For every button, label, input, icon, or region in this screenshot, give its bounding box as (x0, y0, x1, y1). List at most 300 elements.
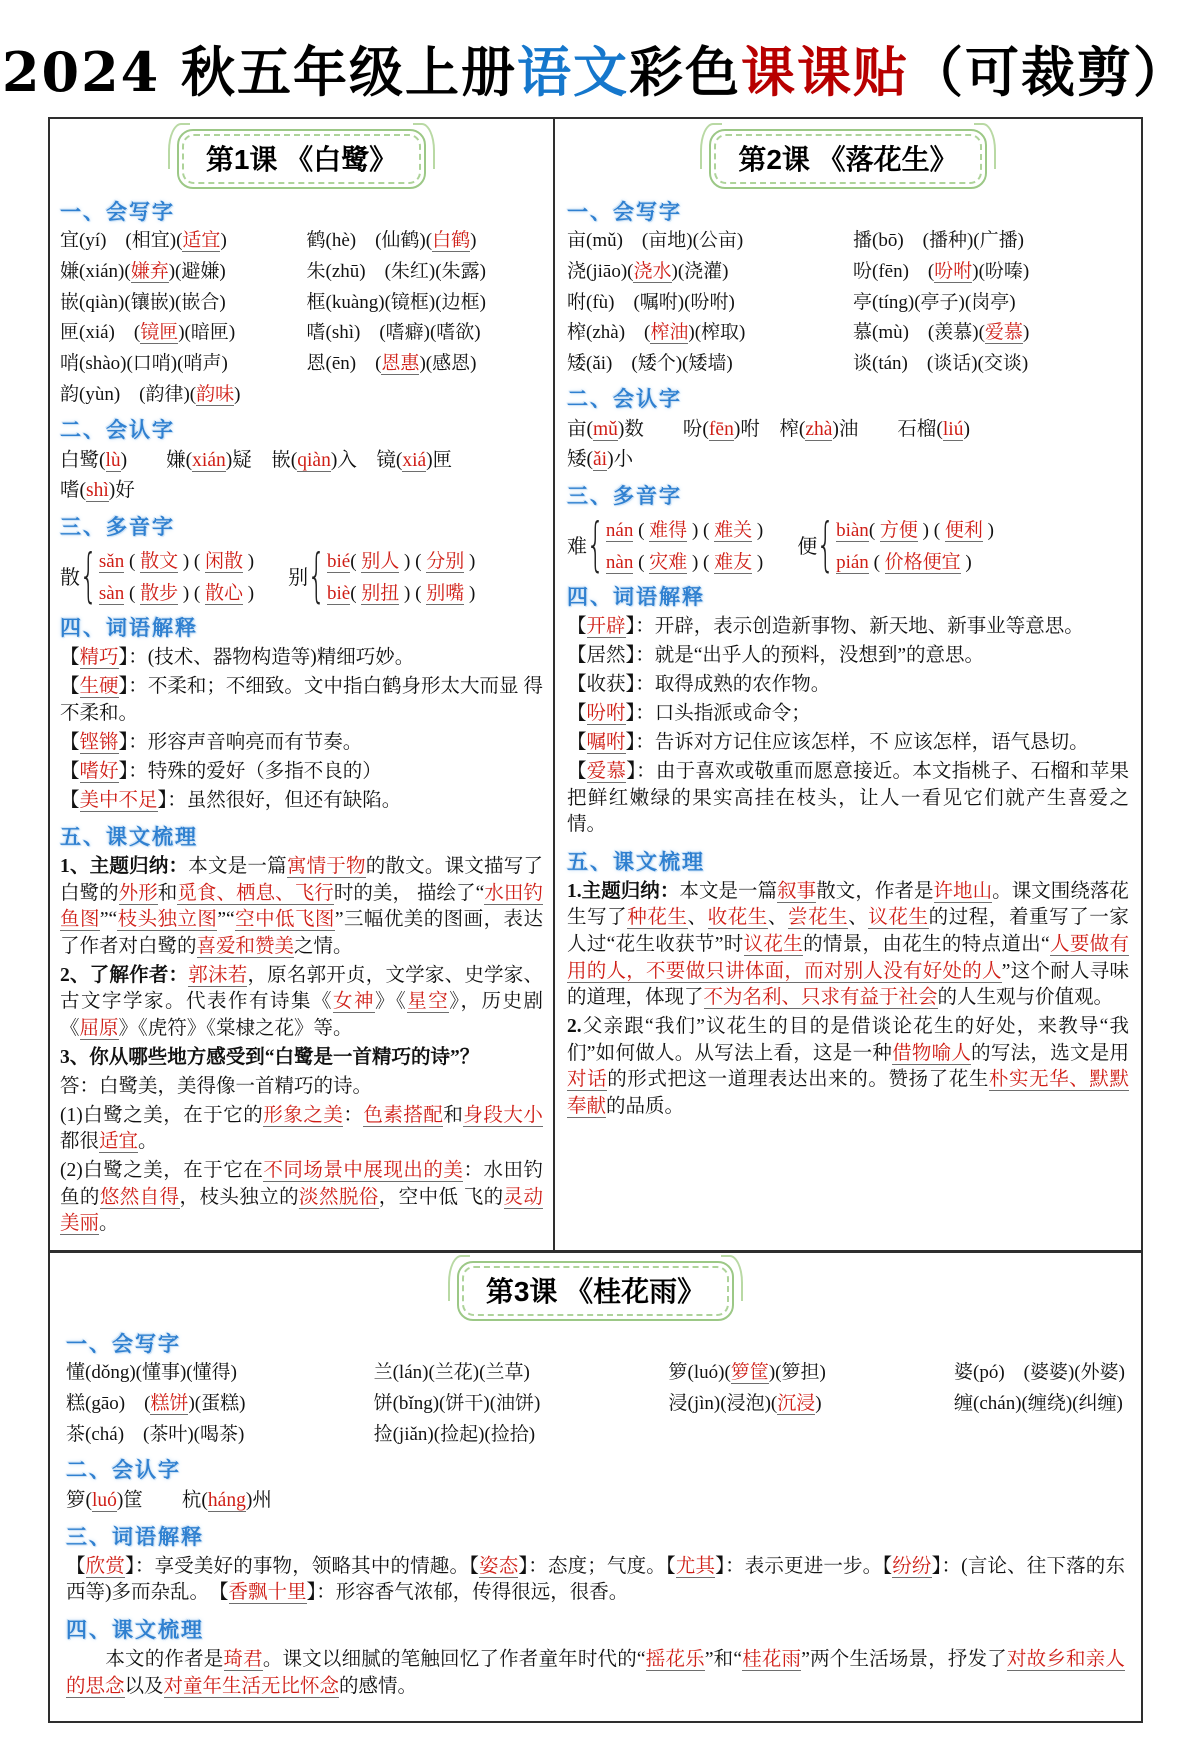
paragraph (60, 1074, 543, 1101)
text-run: 的人生观与价值观。 (937, 987, 1114, 1009)
text-run: 1、主题归纳： (60, 856, 189, 878)
text-run: ( (868, 520, 880, 542)
text-run: 韵(yùn) (韵律)( (60, 383, 197, 405)
text-run: 纷纷 (892, 1555, 932, 1577)
lesson1-panel (50, 119, 555, 1250)
text-run: 【 (567, 703, 587, 725)
text-run: 散步 (140, 583, 179, 605)
text-run: 分别 (426, 551, 465, 573)
text-run: 生硬 (79, 676, 119, 698)
text-run: liú (942, 418, 964, 440)
text-run: 宜(yí) (相宜)( (60, 230, 183, 251)
word-entry (307, 352, 544, 376)
lesson3-title-wrap (66, 1261, 1125, 1321)
text-run: 价格便宜 (884, 552, 961, 574)
text-run: 》，历史剧《 (60, 991, 543, 1039)
paragraph (66, 1487, 1125, 1514)
lesson1-heading-huixiezi: 一、会写字 (60, 201, 175, 224)
reading-line (606, 547, 763, 574)
text-run: 【 (567, 732, 587, 754)
text-run: 咐(fù) (嘱咐)(吩咐) (567, 291, 735, 313)
word-entry (66, 1392, 245, 1416)
text-run: 亭(tíng)(亭子)(岗亭) (853, 291, 1016, 313)
text-run: ) (243, 551, 255, 573)
text-run: 叙事 (777, 880, 817, 902)
paragraph (60, 963, 543, 1043)
text-run: ) ( (687, 520, 715, 542)
text-run: )疑 嵌( (225, 449, 298, 471)
text-run: 和 (443, 1104, 464, 1126)
reading-line (606, 515, 763, 542)
text-run: )数 吩( (617, 418, 709, 440)
duoyinzi-readings (836, 515, 994, 574)
text-run: 嫌弃 (130, 260, 169, 282)
word-entry (954, 1361, 1125, 1385)
text-run: 朴实无华、默默奉献 (567, 1069, 1129, 1117)
lesson3-kewenshuli (66, 1647, 1125, 1700)
text-run: 【 (567, 761, 587, 783)
text-run: 【 (567, 616, 587, 638)
text-run: 不同场景中展现出的美 (263, 1160, 464, 1182)
text-run: 屈原 (79, 1017, 119, 1039)
paragraph (567, 759, 1129, 839)
text-run: ) ( (687, 552, 715, 574)
text-run: 对故乡和亲人的思念 (66, 1648, 1125, 1697)
text-run: ”“ (217, 909, 235, 931)
text-run: 】：态度；气度。【 (518, 1555, 676, 1577)
text-run: ) ( (399, 583, 427, 605)
text-run: 【 (60, 731, 80, 753)
word-entry (954, 1392, 1125, 1416)
text-run: ： (343, 1104, 364, 1126)
text-run: 觅食、栖息、飞行 (177, 882, 334, 904)
lesson3-huirenzi (66, 1487, 1125, 1514)
text-run: 难得 (649, 520, 688, 542)
lesson2-huirenzi (567, 416, 1129, 474)
paragraph (60, 730, 543, 757)
paragraph (567, 879, 1129, 1012)
text-run: ) (752, 552, 764, 574)
text-run: 不为名利、只求有益于社会 (703, 987, 938, 1009)
text-run: 身段大小 (463, 1104, 543, 1126)
text-run: 捡(jiǎn)(捡起)(捡拾) (373, 1423, 536, 1445)
word-entry (307, 321, 544, 345)
text-run: 】：(言论、往下落的东西等)多而杂乱。 【 (66, 1555, 1125, 1604)
lesson2-heading-kewenshuli: 五、课文梳理 (567, 850, 705, 874)
text-run: 镜匣 (140, 322, 179, 344)
text-run: 慕(mù) (羡慕)( (853, 322, 985, 344)
text-run: ”三幅优美的图画，表达了作者对白鹭的 (60, 909, 543, 957)
text-run: 箩(luó)( (668, 1362, 731, 1384)
paragraph (60, 674, 543, 727)
lesson1-heading-huirenzi: 二、会认字 (60, 418, 175, 442)
reading-line (836, 515, 994, 542)
paragraph (66, 1647, 1125, 1700)
text-run: 亩(mǔ) (亩地)(公亩) (567, 230, 744, 251)
lesson1-heading-duoyinzi: 三、多音字 (60, 516, 175, 540)
top-two-column-area (50, 119, 1141, 1253)
lesson1-ciyujieshi (60, 645, 543, 814)
text-run: 】：享受美好的事物，领略其中的情趣。【 (125, 1555, 480, 1577)
text-run: 别人 (361, 551, 400, 573)
word-entry (669, 1361, 826, 1385)
text-run: 】：形容声音响亮而有节奏。 (118, 731, 363, 753)
text-run: 课课贴 (741, 40, 910, 104)
reading-line (99, 546, 254, 573)
text-run: 》《 (374, 991, 408, 1013)
text-run: 【 (60, 760, 80, 782)
text-run: 桂花雨 (742, 1648, 802, 1670)
text-run: 的感情。 (339, 1675, 418, 1697)
text-run: ) (243, 583, 255, 605)
text-run: 对童年生活无比怀念 (163, 1675, 340, 1697)
text-run: 】：由于喜欢或敬重而愿意接近。本文指桃子、石榴和苹果把鲜红嫩绿的果实高挂在枝头，让人一看见它们就产生喜爱之情。 (567, 761, 1129, 836)
text-run: háng (207, 1489, 246, 1511)
text-run: 浇水 (633, 260, 672, 282)
lesson3-heading-huixiezi: 一、会写字 (66, 1333, 181, 1357)
text-run: 种花生 (627, 907, 688, 929)
text-run: ”两个生活场景，抒发了 (801, 1648, 1007, 1670)
text-run: 懂(dǒng)(懂事)(懂得) (66, 1362, 237, 1384)
text-run: 本文是一篇 (188, 856, 287, 878)
text-run: 嗜( (60, 479, 86, 501)
text-run: 恩(ēn) ( (306, 353, 382, 374)
word-entry (60, 352, 297, 376)
text-run: 的散文。课文描写了白鹭的 (60, 856, 543, 904)
text-run: ) (1022, 322, 1030, 344)
text-run: 1.主题归纳： (567, 880, 680, 902)
brace-glyph: { (816, 510, 835, 579)
brace-glyph: { (307, 540, 326, 609)
paragraph (567, 643, 1129, 670)
text-run: )(箩担) (768, 1362, 826, 1384)
text-run: 的品质。 (606, 1095, 685, 1117)
text-run: xiá (402, 449, 427, 471)
text-run: 、 (687, 907, 708, 929)
text-run: ) (470, 230, 477, 251)
word-entry (307, 260, 544, 284)
lesson1-huirenzi (60, 447, 543, 505)
text-run: 】：表示更进一步。【 (715, 1555, 893, 1577)
lesson2-heading-huixiezi: 一、会写字 (567, 201, 682, 224)
text-run: )油 石榴( (832, 418, 943, 440)
paragraph (567, 730, 1129, 757)
text-run: 恩惠 (381, 353, 420, 374)
text-run: 香飘十里 (228, 1582, 307, 1604)
text-run: 人要做有用的人，不要做只讲体面，而对别人没有好处的人 (567, 934, 1129, 982)
text-run: )(避嫌) (168, 260, 226, 282)
text-run: 白鹭( (60, 449, 106, 471)
text-run: sǎn (98, 551, 125, 573)
text-run: 。课文围绕落花生写了 (567, 880, 1129, 929)
text-run: 【 (60, 676, 80, 698)
lesson1-duoyinzi (60, 540, 543, 609)
text-run: 吩(fēn) ( (853, 260, 935, 282)
text-run: （可裁剪） (909, 40, 1190, 104)
word-entry (66, 1361, 245, 1385)
text-run: ”和“ (704, 1648, 743, 1670)
text-run: 兰(lán)(兰花)(兰草) (373, 1362, 530, 1384)
text-run: 方便 (879, 520, 918, 542)
text-run: shì (86, 479, 109, 501)
word-entry (567, 352, 843, 376)
text-run: 郭沫若 (188, 964, 248, 986)
text-run: 许地山 (933, 880, 993, 902)
text-run: fēn (708, 418, 734, 440)
duoyinzi-char: 便 (797, 536, 818, 559)
text-run: 难友 (714, 552, 753, 574)
word-entry (60, 321, 297, 345)
text-run: 【居然】：就是“出乎人的预料，没想到”的意思。 (567, 645, 985, 667)
text-run: ：水田钓鱼的 (60, 1160, 543, 1208)
lesson2-panel (555, 119, 1141, 1250)
text-run: 2、了解作者： (60, 964, 189, 986)
text-run: 】：特殊的爱好（多指不良的） (118, 760, 382, 782)
text-run: 匣(xiá) ( (60, 322, 141, 344)
text-run: 借物喻人 (892, 1042, 972, 1064)
text-run: 糕饼 (150, 1393, 189, 1415)
text-run: 婆(pó) (婆婆)(外婆) (954, 1362, 1125, 1384)
text-run: ǎi (593, 449, 608, 471)
text-run: 】：形容香气浓郁，传得很远，很香。 (306, 1582, 629, 1604)
text-run: )筐 杭( (116, 1489, 208, 1511)
text-run: ，枝头独立的 (179, 1186, 300, 1208)
lesson2-title: 第2课 《落花生》 (714, 134, 981, 184)
text-run: 。课文以细腻的笔触回忆了作者童年时代的“ (262, 1648, 646, 1670)
paragraph (567, 416, 1129, 443)
word-entry (374, 1361, 541, 1385)
text-run: ，空中低 飞的 (378, 1186, 504, 1208)
text-run: ) (464, 551, 476, 573)
word-entry (567, 229, 843, 253)
text-run: 】：口头指派或命令； (625, 703, 811, 725)
text-run: 适宜 (99, 1131, 139, 1153)
text-run: 尤其 (675, 1555, 716, 1577)
text-run: 散文 (140, 551, 179, 573)
text-run: 难关 (714, 520, 753, 542)
text-run: 的形式把这一道理表达出来的。赞扬了花生 (607, 1069, 989, 1091)
text-run: 枝头独立图 (117, 909, 218, 931)
word-entry (374, 1392, 541, 1416)
lesson2-heading-ciyujieshi: 四、词语解释 (567, 586, 705, 610)
text-run: 父亲跟“我们”议花生的目的是借谈论花生的好处，来教导“我们”如何做人。从写法上看，这是一种 (567, 1016, 1129, 1064)
text-run: pián (836, 552, 869, 574)
word-entry (853, 352, 1129, 376)
paragraph (567, 1014, 1129, 1120)
text-run: 开辟 (586, 616, 626, 638)
text-run: )匣 (426, 449, 453, 471)
text-run: ) 嫌( (120, 449, 193, 471)
text-run: ) (982, 520, 994, 542)
paragraph (60, 759, 543, 786)
text-run: ) (963, 418, 970, 440)
duoyinzi-char: 别 (288, 567, 309, 590)
text-run: ) (220, 230, 227, 251)
text-run: 散文，作者是 (816, 880, 934, 902)
text-run: 】：不柔和；不细致。文中指白鹤身形太大而显 得不柔和。 (60, 676, 543, 724)
text-run: 欣赏 (85, 1555, 125, 1577)
text-run: 美中不足 (79, 789, 158, 811)
text-run: 之情。 (294, 935, 353, 957)
text-run: ) (464, 583, 476, 605)
text-run: 琦君 (223, 1648, 263, 1670)
text-run: 适宜 (182, 230, 221, 251)
text-run: 吩咐 (934, 260, 973, 282)
text-run: )(吩嗪) (972, 260, 1030, 282)
paragraph (60, 447, 543, 474)
text-run: 外形 (118, 882, 158, 904)
lesson1-kewenshuli (60, 854, 543, 1238)
text-run: 喜爱和赞美 (196, 935, 295, 957)
duoyinzi-readings (99, 546, 254, 605)
word-entry (307, 291, 544, 315)
text-run: 】：(技术、器物构造等)精细巧妙。 (118, 647, 415, 669)
text-run: 答：白鹭美，美得像一首精巧的诗。 (60, 1075, 373, 1097)
lesson3-heading-kewenshuli: 四、课文梳理 (66, 1618, 204, 1642)
text-run: 便利 (944, 520, 983, 542)
text-run: 矮(ǎi) (矮个)(矮墙) (567, 353, 733, 374)
text-run: )小 (607, 449, 634, 471)
text-run: 、 (767, 907, 788, 929)
text-run: 淡然脱俗 (299, 1186, 379, 1208)
text-run: 形象之美 (263, 1104, 344, 1126)
text-run: ) (815, 1393, 822, 1415)
text-run: 精巧 (79, 647, 119, 669)
text-run: qiàn (297, 449, 331, 471)
text-run: ( (350, 551, 362, 573)
paragraph (60, 1103, 543, 1156)
text-run: ( (633, 552, 650, 574)
text-run: 灾难 (649, 552, 688, 574)
text-run: 姿态 (479, 1555, 519, 1577)
text-run: 】：告诉对方记住应该怎样，不 应该怎样，语气恳切。 (625, 732, 1089, 754)
text-run: 】：开辟，表示创造新事物、新天地、新事业等意思。 (625, 616, 1084, 638)
word-entry (669, 1392, 826, 1416)
text-run: 女神 (332, 991, 375, 1013)
paragraph (66, 1554, 1125, 1607)
paragraph (60, 854, 543, 960)
text-run: 寓情于物 (286, 856, 366, 878)
text-run: 浇(jiāo)( (567, 260, 634, 282)
text-run: 闲散 (204, 551, 243, 573)
text-run: ) (234, 383, 241, 405)
text-run: nán (605, 520, 634, 542)
word-entry (853, 229, 1129, 253)
text-run: 的情景，由花生的特点道出“ (803, 934, 1050, 955)
text-run: 彩色 (629, 40, 742, 104)
lesson3-title: 第3课 《桂花雨》 (462, 1266, 729, 1316)
reading-line (836, 547, 994, 574)
lesson3-heading-huirenzi: 二、会认字 (66, 1458, 181, 1482)
paragraph (567, 672, 1129, 699)
text-run: 2. (567, 1016, 582, 1038)
text-run: mǔ (593, 418, 618, 440)
text-run: biàn (836, 520, 869, 542)
text-run: 朱(zhū) (朱红)(朱露) (306, 260, 486, 282)
lesson2-heading-huirenzi: 二、会认字 (567, 387, 682, 411)
word-entry (60, 260, 297, 284)
text-run: 水田钓鱼图 (60, 882, 543, 931)
text-run: 韵味 (196, 383, 235, 405)
text-run: 白鹤 (432, 230, 471, 251)
duoyinzi-group (797, 510, 994, 579)
text-run: 【 (66, 1555, 86, 1577)
word-entry (853, 260, 1129, 284)
text-run: 本文是一篇 (679, 880, 778, 902)
text-run: ”这个耐人寻味的道理，体现了 (567, 960, 1129, 1009)
text-run: 播(bō) (播种)(广播) (853, 230, 1024, 251)
text-run: 浸(jìn)(浸泡)( (668, 1393, 778, 1415)
text-run: 语文 (517, 40, 630, 104)
word-entry (60, 229, 297, 253)
text-run: 都很 (60, 1131, 100, 1153)
word-entry (567, 260, 843, 284)
word-entry (853, 321, 1129, 345)
page-title (0, 0, 1191, 117)
text-run: 》《虎符》《棠棣之花》等。 (118, 1017, 353, 1039)
text-run: )(暗匣) (178, 322, 236, 344)
text-run: bié (326, 551, 351, 573)
paragraph (567, 446, 1129, 473)
paragraph (60, 1045, 543, 1072)
text-run: 框(kuàng)(镜框)(边框) (306, 291, 486, 313)
text-run: 嫌(xián)( (60, 260, 131, 282)
text-run: 【 (60, 789, 80, 811)
text-run: 灵动美丽 (60, 1186, 543, 1235)
text-run: 议花生 (743, 934, 804, 955)
text-run: 糕(gāo) ( (66, 1393, 151, 1415)
text-run: ) ( (399, 551, 427, 573)
text-run: ”“ (99, 909, 118, 931)
text-run: 【收获】：取得成熟的农作物。 (567, 674, 831, 696)
text-run: 收花生 (707, 907, 768, 929)
text-run: 爱慕 (984, 322, 1023, 344)
text-run: ( (124, 551, 141, 573)
paragraph (567, 614, 1129, 641)
text-run: 色素搭配 (363, 1104, 444, 1126)
lesson2-heading-duoyinzi: 三、多音字 (567, 485, 682, 509)
lesson2-kewenshuli (567, 879, 1129, 1120)
lesson2-title-wrap (567, 129, 1129, 189)
lesson2-duoyinzi (567, 510, 1129, 579)
lesson3-panel (50, 1253, 1141, 1720)
text-run: 【 (60, 647, 80, 669)
text-run: 缠(chán)(缠绕)(纠缠) (954, 1393, 1123, 1415)
reading-line (327, 546, 475, 573)
word-entry (60, 291, 297, 315)
text-run: 散心 (204, 583, 243, 605)
text-run: ) ( (917, 520, 945, 542)
text-run: 别扭 (361, 583, 400, 605)
text-run: ( (350, 583, 362, 605)
word-entry (853, 291, 1129, 315)
text-run: 别嘴 (426, 583, 465, 605)
text-run: lù (105, 449, 121, 471)
duoyinzi-char: 难 (567, 536, 587, 559)
text-run: ) ( (178, 551, 205, 573)
text-run: ( (868, 552, 885, 574)
text-run: 嘱咐 (586, 732, 626, 754)
text-run: 时的美， 描绘了“ (333, 882, 485, 904)
text-run: 的过程，着重写了一家人过“花生收获节”时 (567, 907, 1129, 955)
text-run: 亩( (567, 418, 593, 440)
text-run: 吩咐 (586, 703, 626, 725)
text-run: 哨(shào)(口哨)(哨声) (60, 353, 228, 374)
text-run: )(浇灌) (671, 260, 729, 282)
duoyinzi-group (60, 540, 255, 609)
duoyinzi-char: 散 (60, 567, 80, 590)
text-run: 谈(tán) (谈话)(交谈) (853, 353, 1029, 374)
